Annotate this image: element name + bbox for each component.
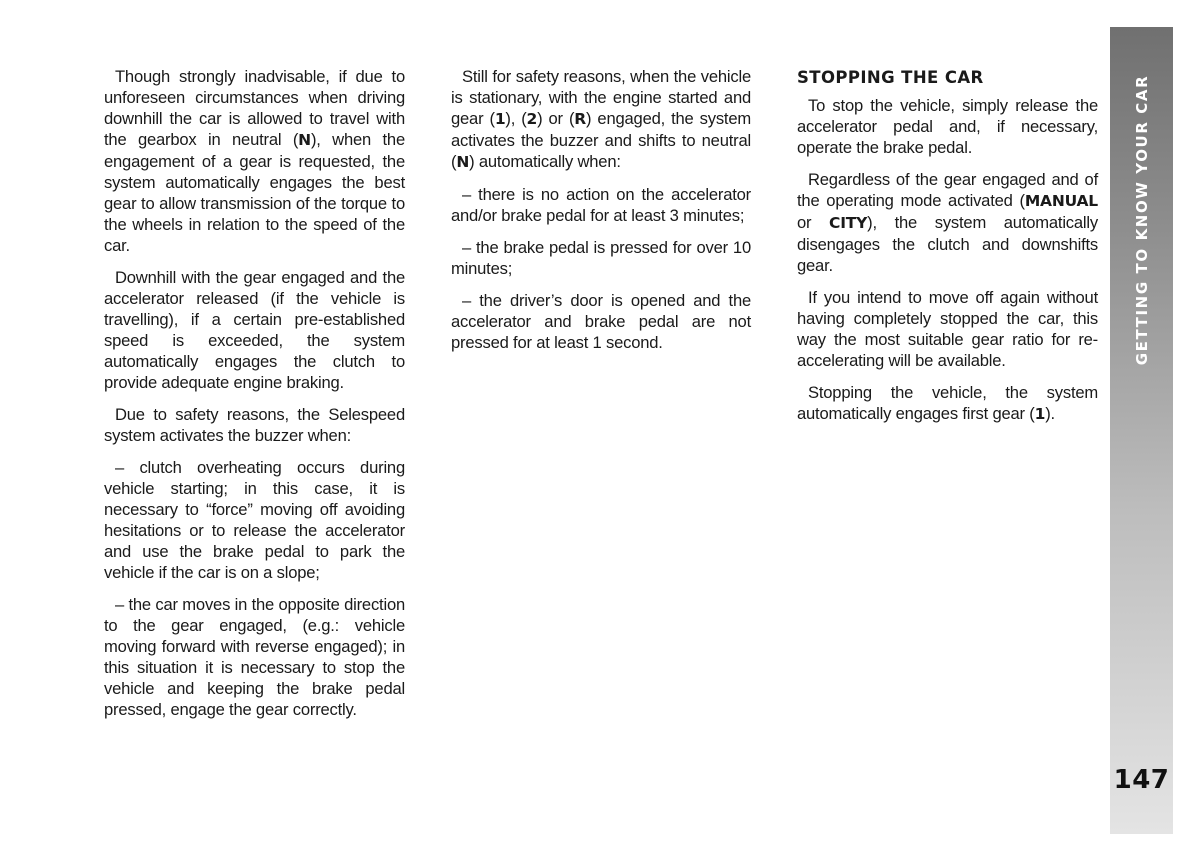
gear-key-neutral: N	[456, 153, 470, 171]
gear-key-reverse: R	[574, 110, 587, 128]
page-number: 147	[1113, 765, 1170, 795]
gear-key-second: 2	[526, 110, 538, 128]
text-column-right	[797, 66, 1098, 436]
gear-key-first: 1	[494, 110, 506, 128]
text-column-middle	[451, 66, 751, 364]
text-column-left	[104, 66, 405, 731]
paragraph-neutral-downhill: Though strongly inadvisable, if due to unforeseen circumstances when driving downhill the car is allowed to travel with the gearbox in neutral (N), when the engagement of a gear is requested, the system automatically engages the best gear to allow transmission of the torque to the wheels in relation to the speed of the car.	[104, 67, 405, 255]
list-item-door-opened: – the driver’s door is opened and the accelerator and brake pedal are not pressed for at least 1 second.	[451, 291, 751, 352]
paragraph-mode-disengage: Regardless of the gear engaged and of the operating mode activated (MANUAL or CITY), the system automatically disengages the clutch and downshifts gear.	[797, 170, 1098, 275]
gear-key-neutral: N	[298, 131, 311, 149]
paragraph-move-off-again: If you intend to move off again without having completely stopped the car, this way the most suitable gear ratio for re-accelerating will be available.	[797, 288, 1098, 370]
mode-key-city: CITY	[829, 214, 868, 232]
list-item-no-action: – there is no action on the accelerator and/or brake pedal for at least 3 minutes;	[451, 185, 751, 225]
paragraph-engine-braking: Downhill with the gear engaged and the accelerator released (if the vehicle is travelling), if a certain pre-established speed is exceeded, the system automatically engages the clutch to provide adequate engine braking.	[104, 268, 405, 392]
chapter-title-vertical	[1110, 60, 1173, 380]
list-item-opposite-direction: – the car moves in the opposite direction to the gear engaged, (e.g.: vehicle moving forward with reverse engaged); in this situation it is necessary to stop the vehicle and keeping the brake pedal pressed, engage the gear correctly.	[104, 595, 405, 719]
mode-key-manual: MANUAL	[1024, 192, 1098, 210]
list-item-brake-pressed: – the brake pedal is pressed for over 10 minutes;	[451, 238, 751, 278]
section-heading-stopping: STOPPING THE CAR	[797, 68, 984, 87]
paragraph-buzzer-intro: Due to safety reasons, the Selespeed system activates the buzzer when:	[104, 405, 405, 445]
list-item-clutch-overheating: – clutch overheating occurs during vehicle starting; in this case, it is necessary to “force” moving off avoiding hesitations or to release the accelerator and use the brake pedal to park the vehicle if the car is on a slope;	[104, 458, 405, 582]
paragraph-stop-vehicle: To stop the vehicle, simply release the accelerator pedal and, if necessary, operate the brake pedal.	[797, 96, 1098, 157]
chapter-title-text: GETTING TO KNOW YOUR CAR	[1132, 74, 1151, 366]
paragraph-stationary-buzzer: Still for safety reasons, when the vehicle is stationary, with the engine started and gear (1), (2) or (R) engaged, the system activates the buzzer and shifts to neutral (N) automatically when:	[451, 67, 751, 171]
gear-key-first: 1	[1034, 405, 1046, 423]
paragraph-first-gear: Stopping the vehicle, the system automatically engages first gear (1).	[797, 383, 1098, 423]
